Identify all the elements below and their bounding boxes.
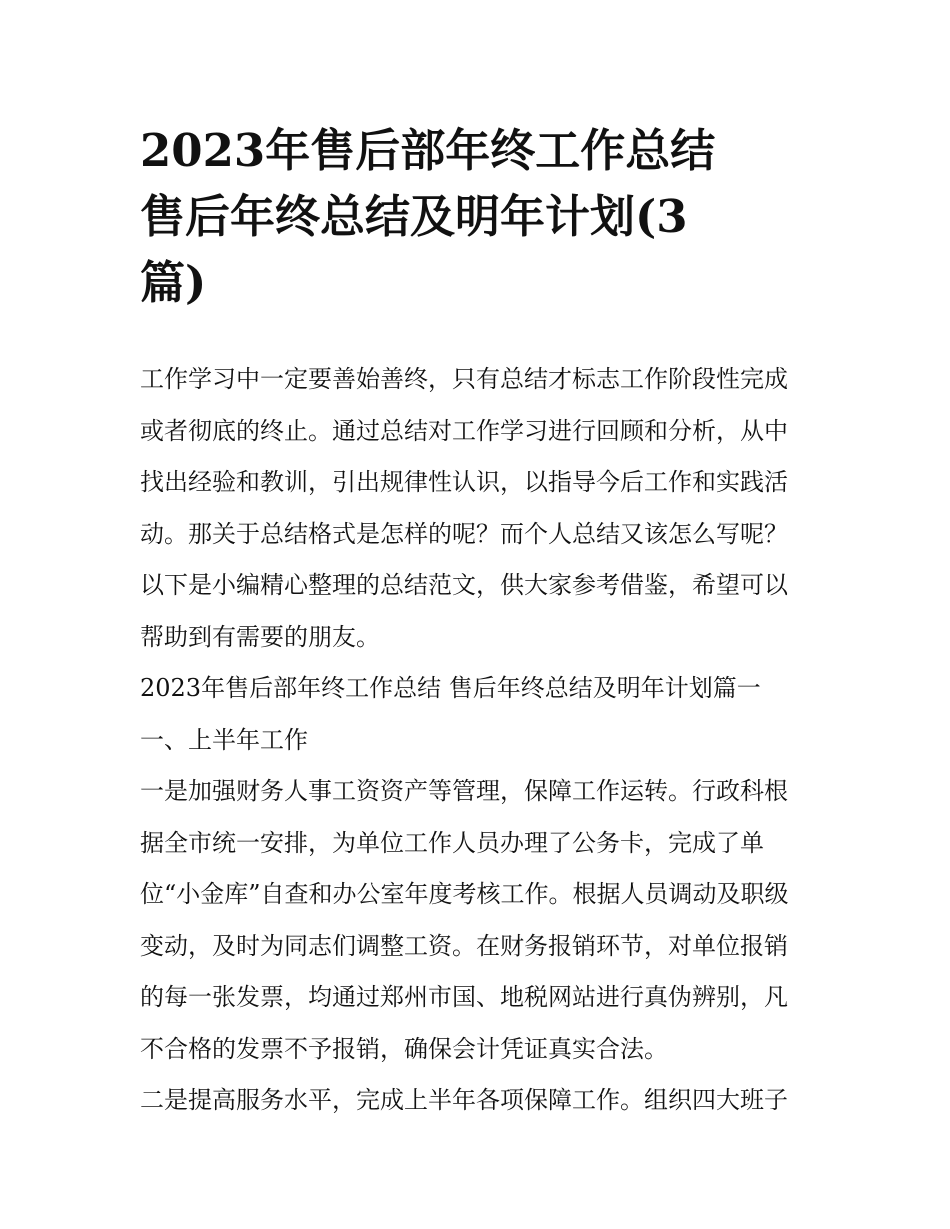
body-line: 或者彻底的终止。通过总结对工作学习进行回顾和分析，从中 (140, 416, 788, 445)
body-line: 变动，及时为同志们调整工资。在财务报销环节，对单位报销 (140, 931, 788, 960)
body-line: 二是提高服务水平，完成上半年各项保障工作。组织四大班子 (140, 1086, 788, 1114)
title-line: 2023年售后部年终工作总结 (140, 124, 716, 177)
body-line: 位“小金库”自查和办公室年度考核工作。根据人员调动及职级 (140, 880, 789, 908)
body-line: 找出经验和教训，引出规律性认识，以指导今后工作和实践活 (140, 468, 788, 496)
body-line: 工作学习中一定要善始善终，只有总结才标志工作阶段性完成 (140, 365, 788, 393)
subsection-heading: 一、上半年工作 (140, 725, 308, 754)
body-line: 以下是小编精心整理的总结范文，供大家参考借鉴，希望可以 (140, 571, 788, 599)
document-body (140, 354, 820, 1127)
document-title (140, 118, 820, 316)
title-line: 售后年终总结及明年计划(3 (140, 190, 688, 243)
body-line: 动。那关于总结格式是怎样的呢？而个人总结又该怎么写呢？ (140, 519, 788, 548)
body-line: 据全市统一安排，为单位工作人员办理了公务卡，完成了单 (140, 828, 764, 857)
body-line: 不合格的发票不予报销，确保会计凭证真实合法。 (140, 1034, 668, 1063)
body-line: 的每一张发票，均通过郑州市国、地税网站进行真伪辨别，凡 (140, 983, 788, 1011)
title-line: 篇) (140, 256, 207, 309)
body-line: 一是加强财务人事工资资产等管理，保障工作运转。行政科根 (140, 777, 788, 805)
body-line: 帮助到有需要的朋友。 (140, 622, 380, 651)
section-heading: 2023年售后部年终工作总结 售后年终总结及明年计划篇一 (140, 674, 761, 702)
